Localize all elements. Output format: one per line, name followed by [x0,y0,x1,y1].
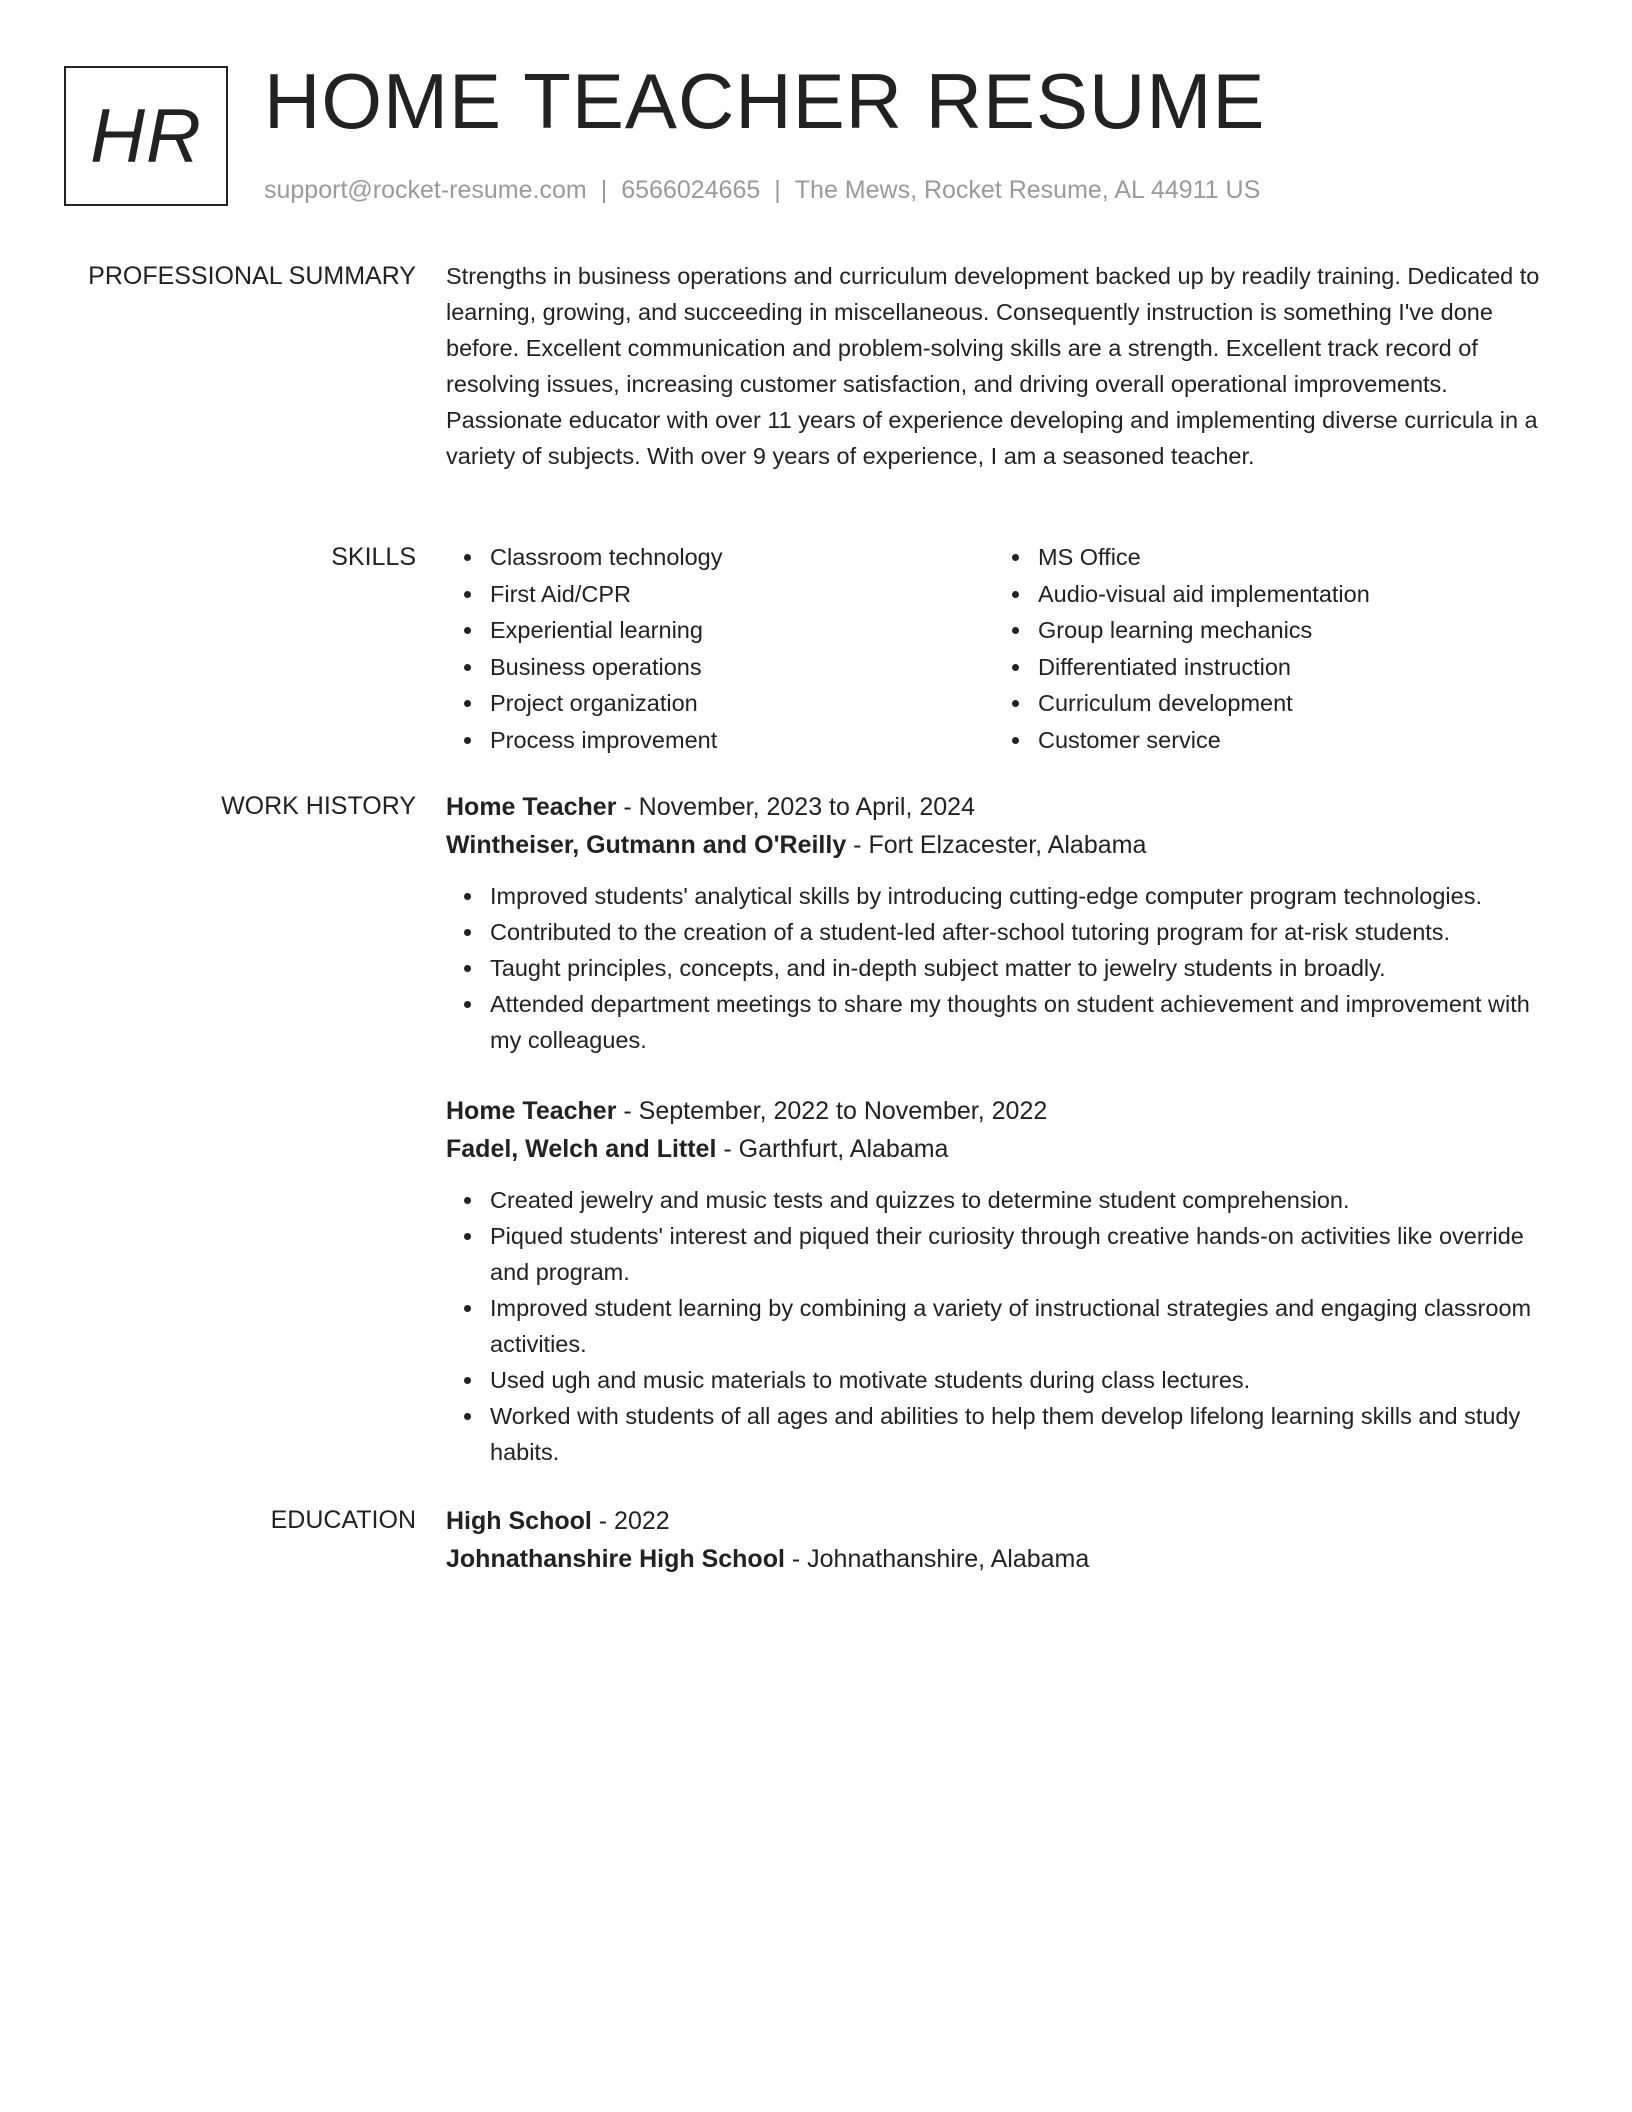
job-entry [446,1092,1556,1470]
contact-separator: | [774,176,781,204]
education-degree-line [446,1502,1556,1540]
job-dates: - September, 2022 to November, 2022 [616,1097,1048,1125]
job-bullet: Contributed to the creation of a student-led after-school tutoring program for at-risk students. [490,914,1556,950]
resume-title: HOME TEACHER RESUME [264,57,1266,145]
skills-list-right [994,539,1542,758]
contact-separator: | [600,176,608,204]
job-location: - Fort Elzacester, Alabama [846,831,1147,859]
job-company-line [446,826,1556,864]
job-bullet: Improved student learning by combining a variety of instructional strategies and engaging classroom activities. [490,1290,1556,1362]
job-company: Fadel, Welch and Littel [446,1135,717,1163]
education-degree: High School [446,1507,592,1535]
job-bullets [446,878,1556,1058]
job-bullet: Worked with students of all ages and abilities to help them develop lifelong learning skills and study habits. [490,1398,1556,1470]
contact-address: The Mews, Rocket Resume, AL 44911 US [794,176,1261,204]
job-bullet: Attended department meetings to share my thoughts on student achievement and improvement with my colleagues. [490,986,1556,1058]
job-bullet: Piqued students' interest and piqued their curiosity through creative hands-on activities like override and program. [490,1218,1556,1290]
skill-item: Group learning mechanics [1038,612,1542,649]
monogram-logo: HR [64,66,228,206]
job-dates: - November, 2023 to April, 2024 [616,793,975,821]
skills-heading: SKILLS [331,543,416,571]
summary-text: Strengths in business operations and curriculum development backed up by readily training. Dedicated to learning, growing, and succeeding in miscellaneous. Consequently instruction is something I've done before. Excellent communication and problem-solving skills are a strength. Excellent track record of resolving issues, increasing customer satisfaction, and driving overall operational improvements. Passionate educator with over 11 years of experience developing and implementing diverse curricula in a variety of subjects. With over 9 years of experience, I am a seasoned teacher. [446,263,1540,469]
job-title-line [446,1092,1556,1130]
work-history-heading: WORK HISTORY [221,792,416,820]
job-bullet: Taught principles, concepts, and in-depth subject matter to jewelry students in broadly. [490,950,1556,986]
education-heading: EDUCATION [270,1506,416,1534]
education-location: - Johnathanshire, Alabama [784,1545,1090,1573]
contact-email[interactable]: support@rocket-resume.com [264,176,587,204]
job-bullet: Created jewelry and music tests and quizzes to determine student comprehension. [490,1182,1556,1218]
job-title-line [446,788,1556,826]
skill-item: Project organization [490,685,994,722]
job-location: - Garthfurt, Alabama [716,1135,949,1163]
skill-item: Customer service [1038,722,1542,759]
skill-item: Differentiated instruction [1038,649,1542,686]
summary-heading: PROFESSIONAL SUMMARY [88,262,416,290]
skills-list-left [446,539,994,758]
skill-item: First Aid/CPR [490,576,994,613]
job-company-line [446,1130,1556,1168]
skill-item: Process improvement [490,722,994,759]
education-year: - 2022 [591,1507,670,1535]
job-bullets [446,1182,1556,1470]
skill-item: Experiential learning [490,612,994,649]
education-school-line [446,1540,1556,1578]
contact-phone[interactable]: 6566024665 [621,176,761,204]
job-entry [446,788,1556,1058]
skill-item: Curriculum development [1038,685,1542,722]
skill-item: Business operations [490,649,994,686]
contact-line [264,172,1260,208]
skill-item: MS Office [1038,539,1542,576]
job-bullet: Used ugh and music materials to motivate students during class lectures. [490,1362,1556,1398]
job-bullet: Improved students' analytical skills by introducing cutting-edge computer program technologies. [490,878,1556,914]
job-title: Home Teacher [446,1097,617,1125]
education-school: Johnathanshire High School [446,1545,785,1573]
job-title: Home Teacher [446,793,617,821]
skill-item: Classroom technology [490,539,994,576]
skill-item: Audio-visual aid implementation [1038,576,1542,613]
job-company: Wintheiser, Gutmann and O'Reilly [446,831,847,859]
